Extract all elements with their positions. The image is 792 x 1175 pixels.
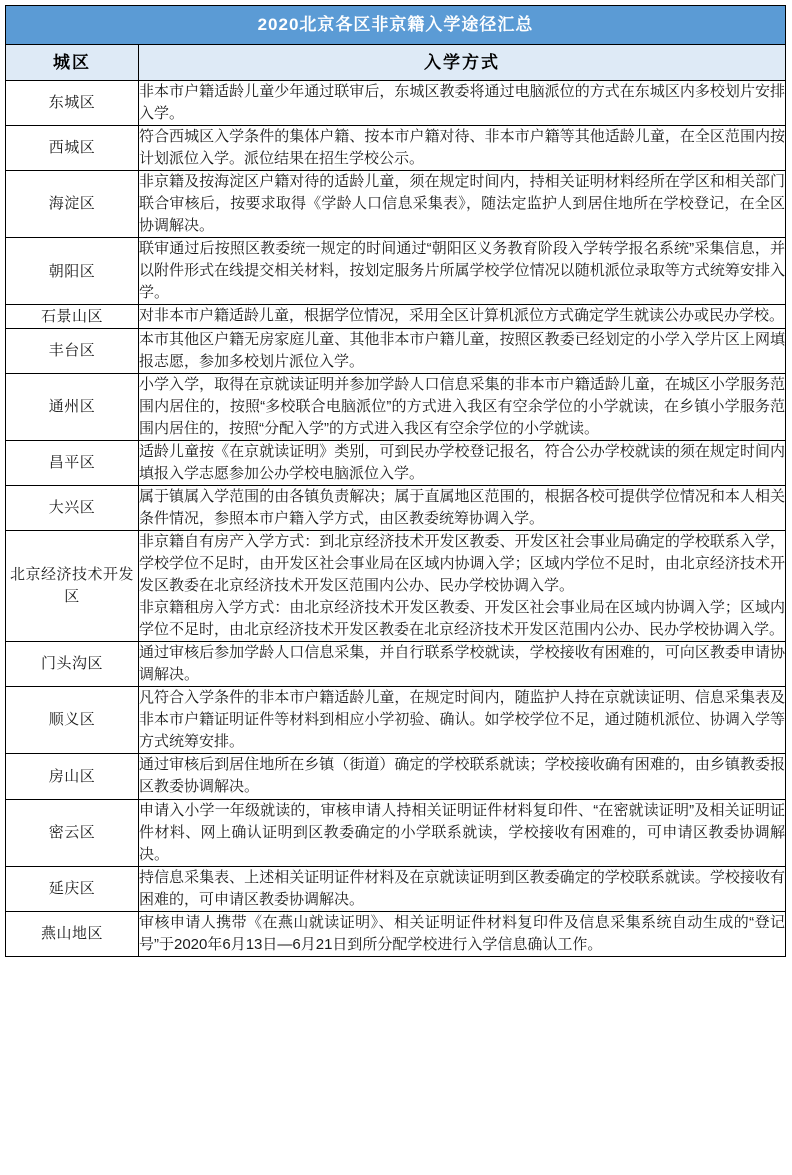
enrollment-method-paragraph: 适龄儿童按《在京就读证明》类别，可到民办学校登记报名，符合公办学校就读的须在规定时间内填报入学志愿参加公办学校电脑派位入学。 xyxy=(139,442,786,482)
district-name-cell: 密云区 xyxy=(6,799,139,866)
enrollment-method-cell xyxy=(139,373,786,440)
table-row xyxy=(6,687,786,754)
enrollment-method-cell xyxy=(139,642,786,687)
enrollment-method-cell xyxy=(139,328,786,373)
enrollment-method-paragraph: 通过审核后参加学龄人口信息采集，并自行联系学校就读，学校接收有困难的，可向区教委申请协调解决。 xyxy=(139,644,786,684)
enrollment-method-paragraph: 对非本市户籍适龄儿童，根据学位情况，采用全区计算机派位方式确定学生就读公办或民办学校。 xyxy=(139,307,785,325)
table-row xyxy=(6,485,786,530)
table-row xyxy=(6,754,786,799)
table-row xyxy=(6,171,786,238)
district-name-cell: 大兴区 xyxy=(6,485,139,530)
table-head xyxy=(6,6,786,81)
enrollment-summary-table xyxy=(5,5,786,957)
enrollment-method-paragraph: 符合西城区入学条件的集体户籍、按本市户籍对待、非本市户籍等其他适龄儿童，在全区范围内按计划派位入学。派位结果在招生学校公示。 xyxy=(139,128,786,168)
district-name-cell: 门头沟区 xyxy=(6,642,139,687)
enrollment-method-paragraph: 通过审核后到居住地所在乡镇（街道）确定的学校联系就读；学校接收确有困难的，由乡镇教委报区教委协调解决。 xyxy=(139,756,786,796)
table-row xyxy=(6,911,786,956)
enrollment-method-paragraph: 非本市户籍适龄儿童少年通过联审后，东城区教委将通过电脑派位的方式在东城区内多校划片安排入学。 xyxy=(139,83,786,123)
title-row xyxy=(6,6,786,45)
table-row xyxy=(6,642,786,687)
enrollment-method-cell xyxy=(139,171,786,238)
enrollment-method-paragraph: 凡符合入学条件的非本市户籍适龄儿童，在规定时间内，随监护人持在京就读证明、信息采集表及非本市户籍证明证件等材料到相应小学初验、确认。如学校学位不足，通过随机派位、协调入学等方式统筹安排。 xyxy=(139,689,786,751)
district-name-cell: 通州区 xyxy=(6,373,139,440)
table-row xyxy=(6,328,786,373)
district-name-cell: 房山区 xyxy=(6,754,139,799)
table-row xyxy=(6,305,786,328)
enrollment-method-cell xyxy=(139,911,786,956)
district-name-cell: 北京经济技术开发区 xyxy=(6,530,139,641)
table-row xyxy=(6,238,786,305)
enrollment-method-cell xyxy=(139,485,786,530)
column-header-method: 入学方式 xyxy=(139,45,786,81)
enrollment-method-cell xyxy=(139,687,786,754)
column-header-district: 城区 xyxy=(6,45,139,81)
enrollment-method-paragraph: 非京籍及按海淀区户籍对待的适龄儿童，须在规定时间内，持相关证明材料经所在学区和相关部门联合审核后，按要求取得《学龄人口信息采集表》，随法定监护人到居住地所在学校登记，在全区协调解决。 xyxy=(139,173,786,235)
enrollment-method-cell xyxy=(139,799,786,866)
district-name-cell: 石景山区 xyxy=(6,305,139,328)
district-name-cell: 昌平区 xyxy=(6,440,139,485)
enrollment-method-paragraph: 非京籍租房入学方式：由北京经济技术开发区教委、开发区社会事业局在区域内协调入学；区域内学位不足时，由北京经济技术开发区教委在北京经济技术开发区范围内公办、民办学校协调入学。 xyxy=(139,599,786,639)
enrollment-method-paragraph: 申请入小学一年级就读的，审核申请人持相关证明证件材料复印件、“在密就读证明”及相关证明证件材料、网上确认证明到区教委确定的小学联系就读，学校接收有困难的，可申请区教委协调解决。 xyxy=(139,801,786,863)
table-row xyxy=(6,373,786,440)
enrollment-method-cell xyxy=(139,530,786,641)
enrollment-method-cell xyxy=(139,440,786,485)
column-header-row xyxy=(6,45,786,81)
enrollment-method-paragraph: 联审通过后按照区教委统一规定的时间通过“朝阳区义务教育阶段入学转学报名系统”采集信息，并以附件形式在线提交相关材料，按划定服务片所属学校学位情况以随机派位录取等方式统筹安排入学。 xyxy=(139,240,786,302)
enrollment-method-cell xyxy=(139,866,786,911)
enrollment-method-paragraph: 小学入学，取得在京就读证明并参加学龄人口信息采集的非本市户籍适龄儿童，在城区小学服务范围内居住的，按照“多校联合电脑派位”的方式进入我区有空余学位的小学就读，在乡镇小学服务范围内居住的，按照“分配入学”的方式进入我区有空余学位的小学就读。 xyxy=(139,375,786,437)
enrollment-method-cell xyxy=(139,126,786,171)
enrollment-method-cell xyxy=(139,81,786,126)
district-name-cell: 朝阳区 xyxy=(6,238,139,305)
district-name-cell: 燕山地区 xyxy=(6,911,139,956)
table-body xyxy=(6,81,786,957)
table-row xyxy=(6,866,786,911)
enrollment-method-cell xyxy=(139,754,786,799)
district-name-cell: 东城区 xyxy=(6,81,139,126)
enrollment-method-cell xyxy=(139,305,786,328)
enrollment-method-cell xyxy=(139,238,786,305)
table-title: 2020北京各区非京籍入学途径汇总 xyxy=(6,6,786,45)
summary-table-container xyxy=(5,5,785,957)
enrollment-method-paragraph: 审核申请人携带《在燕山就读证明》、相关证明证件材料复印件及信息采集系统自动生成的“登记号”于2020年6月13日—6月21日到所分配学校进行入学信息确认工作。 xyxy=(139,913,786,953)
district-name-cell: 延庆区 xyxy=(6,866,139,911)
enrollment-method-paragraph: 非京籍自有房产入学方式：到北京经济技术开发区教委、开发区社会事业局确定的学校联系入学，学校学位不足时，由开发区社会事业局在区域内协调入学；区域内学位不足时，由北京经济技术开发区教委在北京经济技术开发区范围内公办、民办学校协调入学。 xyxy=(139,532,786,595)
table-row xyxy=(6,126,786,171)
district-name-cell: 海淀区 xyxy=(6,171,139,238)
enrollment-method-paragraph: 持信息采集表、上述相关证明证件材料及在京就读证明到区教委确定的学校联系就读。学校接收有困难的，可申请区教委协调解决。 xyxy=(139,868,786,908)
district-name-cell: 西城区 xyxy=(6,126,139,171)
table-row xyxy=(6,530,786,641)
district-name-cell: 顺义区 xyxy=(6,687,139,754)
table-row xyxy=(6,440,786,485)
enrollment-method-paragraph: 本市其他区户籍无房家庭儿童、其他非本市户籍儿童，按照区教委已经划定的小学入学片区上网填报志愿，参加多校划片派位入学。 xyxy=(139,330,786,370)
district-name-cell: 丰台区 xyxy=(6,328,139,373)
enrollment-method-paragraph: 属于镇属入学范围的由各镇负责解决；属于直属地区范围的，根据各校可提供学位情况和本人相关条件情况，参照本市户籍入学方式，由区教委统筹协调入学。 xyxy=(139,487,786,527)
table-row xyxy=(6,799,786,866)
table-row xyxy=(6,81,786,126)
